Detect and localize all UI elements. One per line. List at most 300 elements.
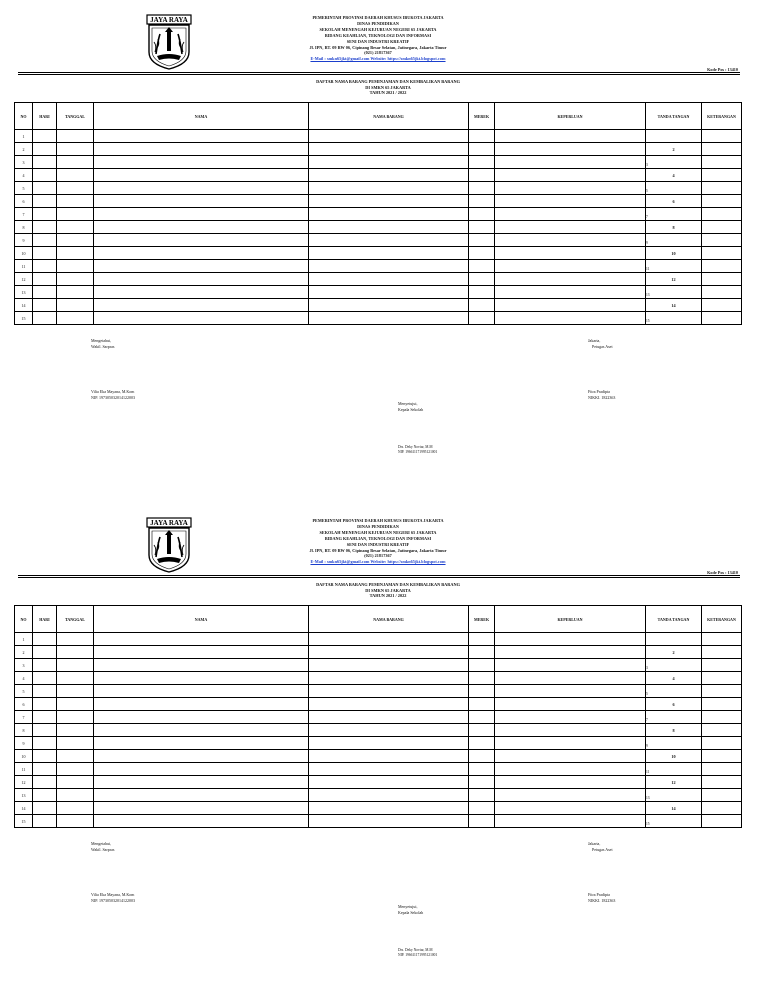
wakil-title: Wakil. Sarpras (91, 343, 115, 349)
cell-keperluan (495, 763, 646, 776)
cell-tanda-tangan (646, 737, 702, 750)
cell-no: 9 (15, 737, 33, 750)
cell-hari (33, 789, 57, 802)
header-line: SENI DAN INDUSTRI KREATIF (346, 38, 410, 44)
table-row (15, 247, 742, 260)
cell-tanggal (57, 195, 94, 208)
cell-nama-barang (309, 169, 469, 182)
cell-tanda-tangan (646, 789, 702, 802)
cell-tanggal (57, 815, 94, 828)
cell-nama (94, 260, 309, 273)
cell-tanggal (57, 143, 94, 156)
cell-tanda-tangan (646, 724, 702, 737)
cell-hari (33, 750, 57, 763)
signature-number: 12 (671, 276, 676, 282)
cell-tanda-tangan (646, 273, 702, 286)
cell-keperluan (495, 737, 646, 750)
wakil-name: Vilia Eka Mayana, M.Kom (91, 892, 135, 897)
cell-keperluan (495, 672, 646, 685)
table-row (15, 750, 742, 763)
cell-no: 10 (15, 750, 33, 763)
header-line: SEKOLAH MENENGAH KEJURUAN NEGERI 65 JAKARTA (319, 26, 437, 32)
cell-tanda-tangan (646, 312, 702, 325)
col-header-keterangan: KETERANGAN (702, 103, 742, 130)
document-title (268, 582, 508, 599)
cell-tanggal (57, 182, 94, 195)
signature-number: 9 (646, 241, 648, 245)
cell-keterangan (702, 672, 742, 685)
cell-no: 13 (15, 789, 33, 802)
title-line-3: TAHUN 2021 / 2022 (369, 593, 407, 598)
cell-keterangan (702, 182, 742, 195)
cell-hari (33, 312, 57, 325)
signature-number: 10 (671, 250, 676, 256)
cell-no: 4 (15, 169, 33, 182)
table-row (15, 169, 742, 182)
cell-merek (469, 130, 495, 143)
signature-number: 2 (672, 146, 675, 152)
table-row (15, 299, 742, 312)
cell-no: 14 (15, 299, 33, 312)
jaya-raya-logo (146, 517, 192, 573)
cell-tanggal (57, 750, 94, 763)
jaya-raya-logo (146, 14, 192, 70)
cell-merek (469, 737, 495, 750)
cell-merek (469, 221, 495, 234)
wakil-nip: NIP. 197305032014122003 (91, 394, 136, 400)
postal-code: Kode Pos : 13410 (707, 570, 738, 575)
cell-nama-barang (309, 672, 469, 685)
table-row (15, 711, 742, 724)
cell-nama (94, 672, 309, 685)
cell-tanda-tangan (646, 646, 702, 659)
table-row (15, 698, 742, 711)
cell-tanda-tangan (646, 286, 702, 299)
cell-keperluan (495, 234, 646, 247)
cell-hari (33, 659, 57, 672)
col-header-tanggal: TANGGAL (57, 606, 94, 633)
cell-nama-barang (309, 247, 469, 260)
cell-keterangan (702, 763, 742, 776)
cell-keperluan (495, 208, 646, 221)
cell-no: 11 (15, 763, 33, 776)
cell-nama-barang (309, 286, 469, 299)
signature-petugas-bottom (588, 389, 615, 400)
cell-merek (469, 724, 495, 737)
signature-number: 8 (672, 727, 675, 733)
cell-nama (94, 724, 309, 737)
cell-hari (33, 633, 57, 646)
cell-keperluan (495, 815, 646, 828)
cell-hari (33, 286, 57, 299)
cell-no: 5 (15, 685, 33, 698)
cell-nama (94, 646, 309, 659)
cell-keterangan (702, 286, 742, 299)
cell-tanggal (57, 633, 94, 646)
table-row (15, 143, 742, 156)
cell-tanggal (57, 247, 94, 260)
cell-tanda-tangan (646, 685, 702, 698)
cell-merek (469, 247, 495, 260)
signature-number: 7 (646, 215, 648, 219)
cell-tanggal (57, 737, 94, 750)
cell-keperluan (495, 724, 646, 737)
cell-no: 14 (15, 802, 33, 815)
cell-tanggal (57, 234, 94, 247)
cell-no: 3 (15, 156, 33, 169)
cell-no: 12 (15, 273, 33, 286)
signature-number: 6 (672, 198, 675, 204)
title-line-1: DAFTAR NAMA BARANG PEMINJAMAN DAN KEMBALIKAN BARANG (316, 79, 460, 84)
table-row (15, 802, 742, 815)
cell-tanggal (57, 672, 94, 685)
signature-number: 6 (672, 701, 675, 707)
cell-no: 3 (15, 659, 33, 672)
cell-merek (469, 195, 495, 208)
cell-keterangan (702, 169, 742, 182)
header-divider-thin (18, 74, 740, 75)
cell-nama (94, 698, 309, 711)
cell-tanda-tangan (646, 776, 702, 789)
cell-no: 10 (15, 247, 33, 260)
cell-nama (94, 312, 309, 325)
col-header-keterangan: KETERANGAN (702, 606, 742, 633)
cell-no: 2 (15, 646, 33, 659)
svg-text:JAYA RAYA: JAYA RAYA (150, 16, 188, 25)
cell-merek (469, 260, 495, 273)
petugas-name: Fitra Pradipta (588, 892, 610, 897)
cell-tanggal (57, 646, 94, 659)
cell-nama-barang (309, 312, 469, 325)
wakil-nip: NIP. 197305032014122003 (91, 897, 136, 903)
cell-nama-barang (309, 633, 469, 646)
cell-merek (469, 685, 495, 698)
cell-keperluan (495, 646, 646, 659)
cell-tanggal (57, 221, 94, 234)
cell-keperluan (495, 247, 646, 260)
cell-hari (33, 247, 57, 260)
menyetujui-label: Menyetujui, (398, 904, 418, 909)
cell-nama-barang (309, 815, 469, 828)
cell-nama-barang (309, 646, 469, 659)
cell-tanda-tangan (646, 299, 702, 312)
cell-nama (94, 299, 309, 312)
cell-hari (33, 646, 57, 659)
header-divider (18, 72, 740, 73)
cell-nama (94, 659, 309, 672)
cell-keterangan (702, 646, 742, 659)
cell-keperluan (495, 195, 646, 208)
cell-nama (94, 273, 309, 286)
petugas-title: Petugas Aset (592, 846, 613, 852)
cell-merek (469, 711, 495, 724)
cell-tanda-tangan (646, 130, 702, 143)
cell-keperluan (495, 776, 646, 789)
cell-nama (94, 776, 309, 789)
cell-no: 2 (15, 143, 33, 156)
cell-nama (94, 711, 309, 724)
loan-table (14, 605, 742, 828)
cell-nama-barang (309, 776, 469, 789)
cell-tanda-tangan (646, 143, 702, 156)
cell-nama (94, 789, 309, 802)
cell-no: 1 (15, 130, 33, 143)
table-row (15, 672, 742, 685)
signature-number: 2 (672, 649, 675, 655)
cell-keperluan (495, 711, 646, 724)
cell-nama-barang (309, 234, 469, 247)
cell-hari (33, 234, 57, 247)
header-line: Jl. IPN, RT. 09 RW 06, Cipinang Besar Selatan, Jatinegara, Jakarta Timur (309, 44, 447, 50)
header-divider-thin (18, 577, 740, 578)
cell-merek (469, 815, 495, 828)
cell-keperluan (495, 685, 646, 698)
cell-tanggal (57, 208, 94, 221)
cell-tanggal (57, 685, 94, 698)
cell-nama (94, 286, 309, 299)
table-row (15, 221, 742, 234)
cell-keterangan (702, 698, 742, 711)
signature-wakil-bottom (91, 389, 135, 400)
cell-hari (33, 737, 57, 750)
cell-keperluan (495, 143, 646, 156)
cell-nama (94, 633, 309, 646)
cell-nama-barang (309, 685, 469, 698)
cell-keperluan (495, 273, 646, 286)
signature-petugas-top (588, 841, 613, 852)
cell-keterangan (702, 685, 742, 698)
header-line: Jl. IPN, RT. 09 RW 06, Cipinang Besar Selatan, Jatinegara, Jakarta Timur (309, 547, 447, 553)
col-header-no: NO (15, 606, 33, 633)
header-line: SENI DAN INDUSTRI KREATIF (346, 541, 410, 547)
cell-keperluan (495, 312, 646, 325)
cell-merek (469, 299, 495, 312)
signature-number: 9 (646, 744, 648, 748)
cell-tanda-tangan (646, 750, 702, 763)
cell-tanda-tangan (646, 156, 702, 169)
cell-merek (469, 182, 495, 195)
cell-nama (94, 737, 309, 750)
table-header-row (15, 606, 742, 633)
cell-nama-barang (309, 208, 469, 221)
wakil-title: Wakil. Sarpras (91, 846, 115, 852)
signature-number: 13 (646, 293, 650, 297)
cell-no: 8 (15, 221, 33, 234)
header-line: (021) 21817367 (364, 553, 392, 559)
cell-nama-barang (309, 659, 469, 672)
petugas-name: Fitra Pradipta (588, 389, 610, 394)
cell-merek (469, 633, 495, 646)
cell-keperluan (495, 182, 646, 195)
cell-tanggal (57, 130, 94, 143)
col-header-nama: NAMA (94, 606, 309, 633)
cell-nama-barang (309, 763, 469, 776)
cell-tanggal (57, 286, 94, 299)
signature-kepsek-top (398, 904, 423, 915)
cell-hari (33, 221, 57, 234)
cell-nama-barang (309, 789, 469, 802)
cell-keterangan (702, 130, 742, 143)
kepsek-nip: NIP. 196611171995121001 (398, 953, 438, 957)
cell-keterangan (702, 234, 742, 247)
cell-tanggal (57, 260, 94, 273)
cell-hari (33, 685, 57, 698)
petugas-nikki: NIKKI. 1822363 (588, 394, 616, 400)
cell-nama (94, 208, 309, 221)
cell-keterangan (702, 711, 742, 724)
cell-nama (94, 234, 309, 247)
kepsek-nip: NIP. 196611171995121001 (398, 450, 438, 454)
header-line: DINAS PENDIDIKAN (357, 523, 399, 529)
cell-keterangan (702, 815, 742, 828)
cell-nama-barang (309, 273, 469, 286)
cell-merek (469, 672, 495, 685)
signature-number: 5 (646, 692, 648, 696)
header-line: BIDANG KEAHLIAN, TEKNOLOGI DAN INFORMASI (324, 32, 432, 38)
petugas-nikki: NIKKI. 1822363 (588, 897, 616, 903)
table-row (15, 776, 742, 789)
cell-keterangan (702, 724, 742, 737)
cell-tanggal (57, 776, 94, 789)
header-line: BIDANG KEAHLIAN, TEKNOLOGI DAN INFORMASI (324, 535, 432, 541)
title-line-3: TAHUN 2021 / 2022 (369, 90, 407, 95)
wakil-name: Vilia Eka Mayana, M.Kom (91, 389, 135, 394)
email-website-link[interactable]: E-Mail : smkn65jkt@gmail.com Website: https://smkn65jkt.blogspot.com (310, 56, 446, 62)
cell-no: 13 (15, 286, 33, 299)
cell-nama-barang (309, 802, 469, 815)
cell-nama (94, 685, 309, 698)
cell-keterangan (702, 737, 742, 750)
petugas-title: Petugas Aset (592, 343, 613, 349)
table-header-row (15, 103, 742, 130)
cell-keterangan (702, 659, 742, 672)
table-row (15, 195, 742, 208)
cell-merek (469, 659, 495, 672)
cell-hari (33, 130, 57, 143)
cell-tanda-tangan (646, 221, 702, 234)
signature-number: 13 (646, 796, 650, 800)
cell-nama (94, 815, 309, 828)
place-label: Jakarta, (588, 338, 601, 343)
email-website-link[interactable]: E-Mail : smkn65jkt@gmail.com Website: https://smkn65jkt.blogspot.com (310, 559, 446, 565)
title-line-1: DAFTAR NAMA BARANG PEMINJAMAN DAN KEMBALIKAN BARANG (316, 582, 460, 587)
cell-nama-barang (309, 711, 469, 724)
signature-number: 4 (672, 675, 675, 681)
table-row (15, 208, 742, 221)
cell-tanda-tangan (646, 260, 702, 273)
cell-merek (469, 312, 495, 325)
cell-nama-barang (309, 299, 469, 312)
cell-nama-barang (309, 737, 469, 750)
cell-keperluan (495, 789, 646, 802)
col-header-tanggal: TANGGAL (57, 103, 94, 130)
col-header-tanda-tangan: TANDA TANGAN (646, 103, 702, 130)
cell-merek (469, 273, 495, 286)
table-row (15, 234, 742, 247)
cell-keterangan (702, 789, 742, 802)
cell-tanggal (57, 312, 94, 325)
cell-no: 6 (15, 195, 33, 208)
cell-tanggal (57, 299, 94, 312)
cell-hari (33, 724, 57, 737)
cell-merek (469, 208, 495, 221)
col-header-merek: MEREK (469, 606, 495, 633)
kepsek-title: Kepala Sekolah (398, 406, 424, 412)
cell-merek (469, 646, 495, 659)
signature-kepsek-bottom (398, 948, 437, 958)
cell-nama (94, 802, 309, 815)
cell-merek (469, 286, 495, 299)
cell-tanda-tangan (646, 195, 702, 208)
signature-number: 7 (646, 718, 648, 722)
cell-no: 15 (15, 815, 33, 828)
signature-number: 3 (646, 163, 648, 167)
cell-tanda-tangan (646, 802, 702, 815)
cell-nama (94, 182, 309, 195)
cell-nama-barang (309, 130, 469, 143)
table-row (15, 659, 742, 672)
cell-tanggal (57, 273, 94, 286)
cell-nama-barang (309, 221, 469, 234)
col-header-keperluan: KEPERLUAN (495, 103, 646, 130)
signature-number: 11 (646, 770, 650, 774)
cell-keterangan (702, 247, 742, 260)
cell-tanda-tangan (646, 672, 702, 685)
cell-tanda-tangan (646, 698, 702, 711)
cell-hari (33, 698, 57, 711)
title-line-2: DI SMKN 65 JAKARTA (365, 84, 411, 90)
signature-kepsek-bottom (398, 445, 437, 455)
kepsek-title: Kepala Sekolah (398, 909, 424, 915)
cell-nama (94, 763, 309, 776)
header-divider (18, 575, 740, 576)
cell-keterangan (702, 260, 742, 273)
cell-tanda-tangan (646, 711, 702, 724)
cell-tanggal (57, 802, 94, 815)
cell-keterangan (702, 156, 742, 169)
cell-tanda-tangan (646, 208, 702, 221)
cell-tanggal (57, 724, 94, 737)
cell-tanggal (57, 789, 94, 802)
cell-keterangan (702, 633, 742, 646)
cell-tanggal (57, 169, 94, 182)
col-header-tanda-tangan: TANDA TANGAN (646, 606, 702, 633)
cell-tanda-tangan (646, 247, 702, 260)
cell-nama-barang (309, 182, 469, 195)
table-row (15, 724, 742, 737)
cell-nama (94, 143, 309, 156)
col-header-merek: MEREK (469, 103, 495, 130)
cell-nama-barang (309, 156, 469, 169)
cell-merek (469, 698, 495, 711)
cell-hari (33, 672, 57, 685)
cell-no: 9 (15, 234, 33, 247)
cell-no: 5 (15, 182, 33, 195)
table-row (15, 260, 742, 273)
table-row (15, 156, 742, 169)
cell-hari (33, 156, 57, 169)
cell-keterangan (702, 273, 742, 286)
cell-keperluan (495, 750, 646, 763)
header-line: PEMERINTAH PROVINSI DAERAH KHUSUS IBUKOTA JAKARTA (312, 518, 444, 523)
table-row (15, 273, 742, 286)
loan-table (14, 102, 742, 325)
cell-tanda-tangan (646, 659, 702, 672)
cell-nama-barang (309, 260, 469, 273)
cell-nama (94, 156, 309, 169)
cell-hari (33, 169, 57, 182)
cell-nama-barang (309, 195, 469, 208)
